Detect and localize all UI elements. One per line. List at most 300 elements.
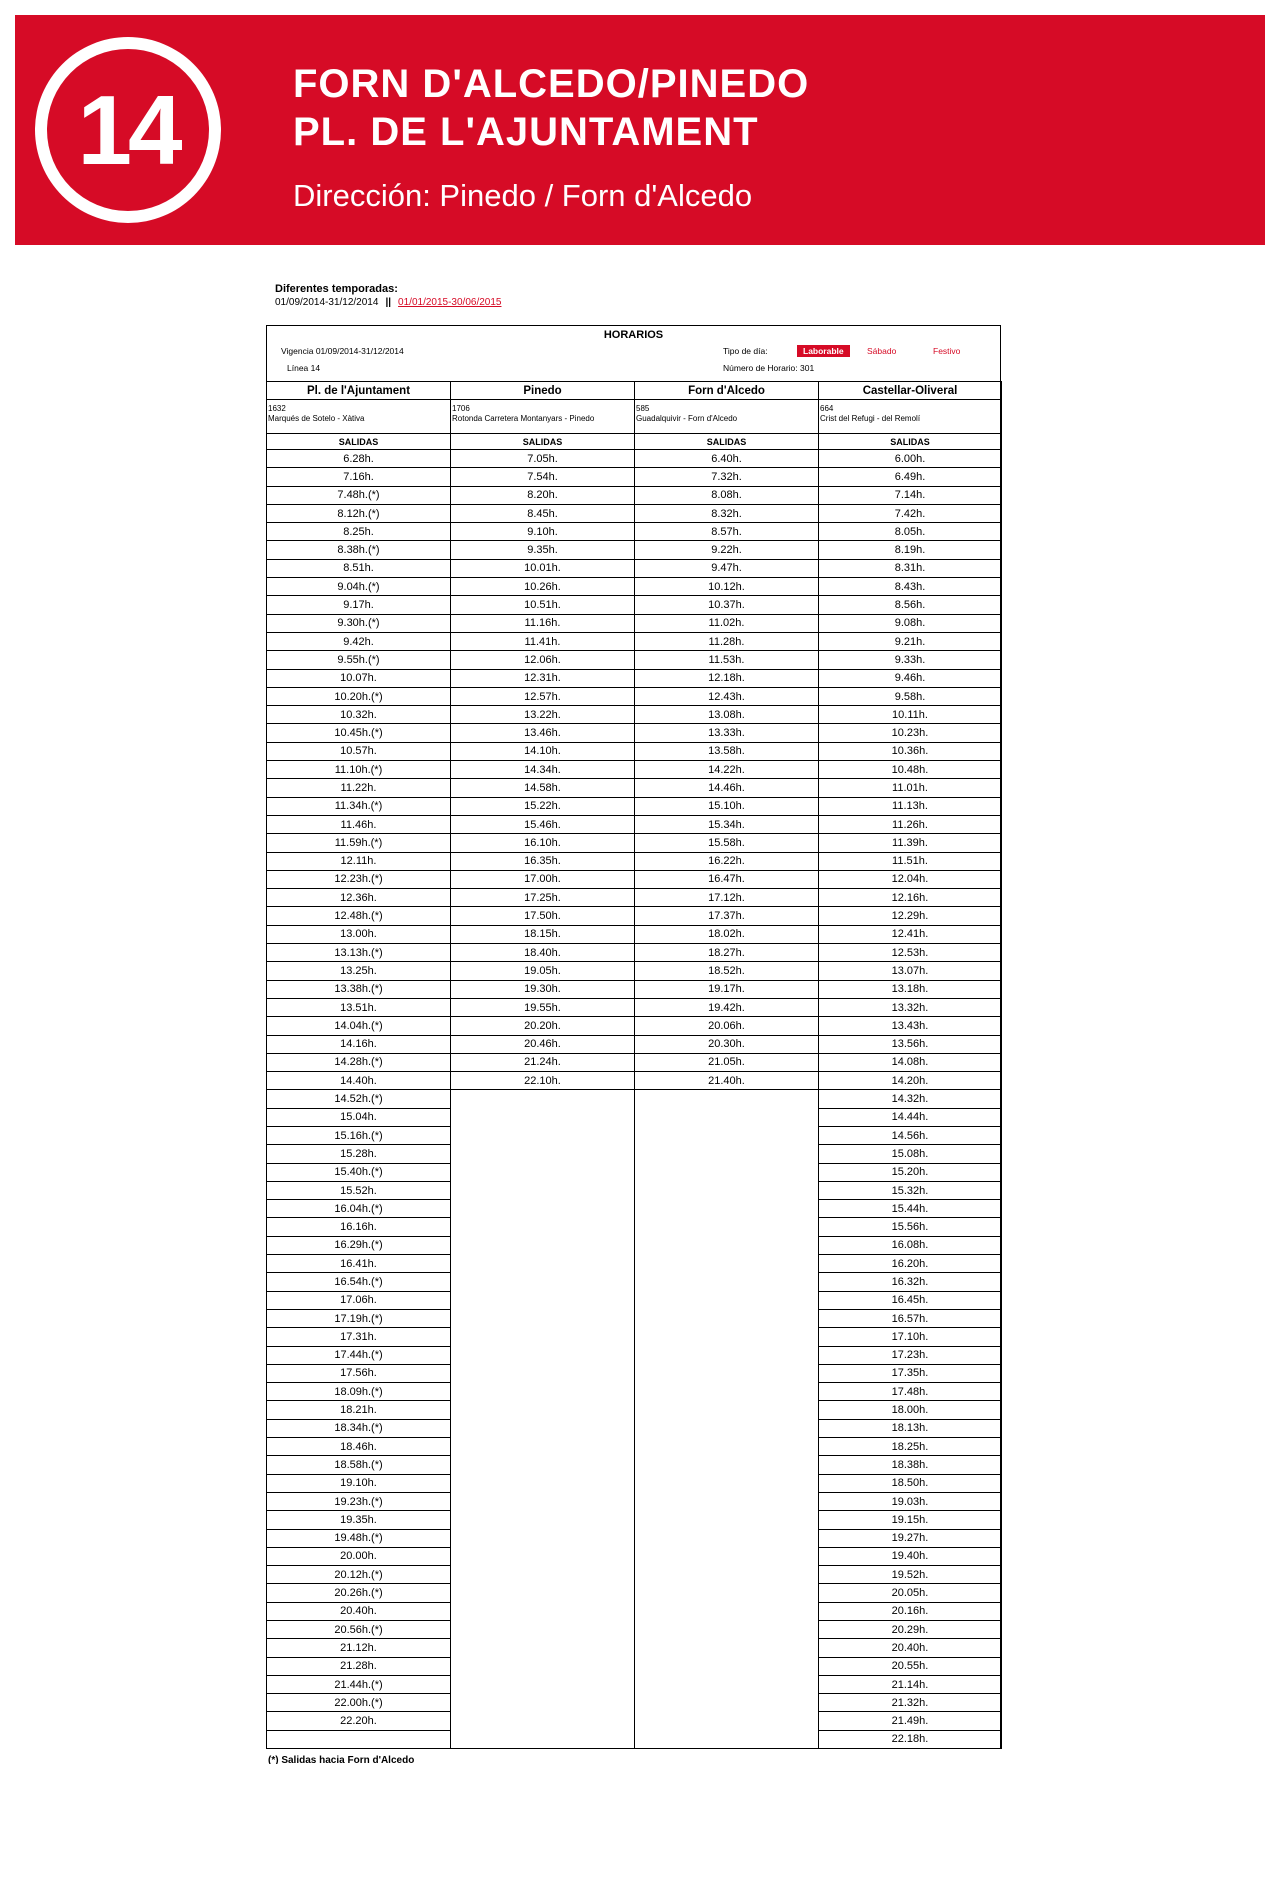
table-row (267, 742, 1002, 760)
empty-cell (635, 1584, 819, 1602)
departure-time: 8.57h. (635, 523, 819, 541)
table-row (267, 1438, 1002, 1456)
empty-cell (635, 1474, 819, 1492)
departure-time: 6.00h. (819, 450, 1002, 468)
departure-time: 14.16h. (267, 1035, 451, 1053)
table-row (267, 870, 1002, 888)
empty-cell (635, 1145, 819, 1163)
departure-time: 14.44h. (819, 1108, 1002, 1126)
stop-name: Pl. de l'Ajuntament (267, 382, 451, 400)
departure-time: 16.47h. (635, 870, 819, 888)
departure-time: 12.41h. (819, 925, 1002, 943)
salidas-row (267, 434, 1002, 450)
departure-time: 13.56h. (819, 1035, 1002, 1053)
departure-time: 10.57h. (267, 742, 451, 760)
empty-cell (635, 1108, 819, 1126)
empty-cell (635, 1657, 819, 1675)
departure-time: 15.52h. (267, 1181, 451, 1199)
empty-cell (451, 1492, 635, 1510)
departure-time: 14.28h.(*) (267, 1053, 451, 1071)
departure-time: 18.21h. (267, 1401, 451, 1419)
departure-time: 12.06h. (451, 651, 635, 669)
departure-time: 10.07h. (267, 669, 451, 687)
departure-time: 12.11h. (267, 852, 451, 870)
departure-time: 21.05h. (635, 1053, 819, 1071)
departure-time: 11.16h. (451, 614, 635, 632)
departure-time: 11.34h.(*) (267, 797, 451, 815)
line-number-logo (35, 37, 221, 223)
empty-cell (451, 1566, 635, 1584)
table-row (267, 651, 1002, 669)
table-row (267, 504, 1002, 522)
departure-time: 18.13h. (819, 1419, 1002, 1437)
empty-cell (635, 1401, 819, 1419)
departure-time: 20.29h. (819, 1621, 1002, 1639)
table-row (267, 1309, 1002, 1327)
schedule-panel (266, 325, 1001, 1749)
salidas-header: SALIDAS (267, 434, 451, 450)
table-row (267, 559, 1002, 577)
empty-cell (451, 1474, 635, 1492)
empty-cell (451, 1584, 635, 1602)
departure-time: 20.30h. (635, 1035, 819, 1053)
departure-time: 8.20h. (451, 486, 635, 504)
departure-time: 21.24h. (451, 1053, 635, 1071)
route-direction: Dirección: Pinedo / Forn d'Alcedo (293, 178, 753, 213)
vigencia-text: Vigencia 01/09/2014-31/12/2014 (281, 346, 404, 356)
departure-time: 8.12h.(*) (267, 504, 451, 522)
empty-cell (635, 1255, 819, 1273)
departure-time: 20.46h. (451, 1035, 635, 1053)
empty-cell (635, 1712, 819, 1730)
empty-cell (451, 1401, 635, 1419)
salidas-header: SALIDAS (451, 434, 635, 450)
empty-cell (451, 1694, 635, 1712)
empty-cell (451, 1712, 635, 1730)
departure-time: 9.10h. (451, 523, 635, 541)
empty-cell (451, 1218, 635, 1236)
departure-time: 20.16h. (819, 1602, 1002, 1620)
empty-cell (635, 1236, 819, 1254)
departure-time: 22.20h. (267, 1712, 451, 1730)
departure-time: 11.28h. (635, 632, 819, 650)
departure-time: 20.40h. (819, 1639, 1002, 1657)
departure-time: 8.25h. (267, 523, 451, 541)
empty-cell (451, 1730, 635, 1748)
departure-time: 14.10h. (451, 742, 635, 760)
table-row (267, 1675, 1002, 1693)
departure-time: 12.31h. (451, 669, 635, 687)
departure-time: 12.48h.(*) (267, 907, 451, 925)
departure-time: 17.31h. (267, 1328, 451, 1346)
table-row (267, 998, 1002, 1016)
timetable-body (267, 450, 1002, 1749)
header-banner (15, 15, 1265, 245)
stop-id: 585 (636, 404, 650, 413)
empty-cell (635, 1675, 819, 1693)
departure-time: 18.15h. (451, 925, 635, 943)
empty-cell (635, 1126, 819, 1144)
departure-time: 8.45h. (451, 504, 635, 522)
table-row (267, 541, 1002, 559)
empty-cell (451, 1236, 635, 1254)
empty-cell (451, 1309, 635, 1327)
departure-time: 13.38h.(*) (267, 980, 451, 998)
table-row (267, 852, 1002, 870)
departure-time: 17.12h. (635, 889, 819, 907)
departure-time: 14.40h. (267, 1072, 451, 1090)
seasons-label: Diferentes temporadas: (275, 283, 398, 295)
empty-cell (451, 1383, 635, 1401)
empty-cell (635, 1273, 819, 1291)
table-row (267, 1328, 1002, 1346)
empty-cell (635, 1090, 819, 1108)
table-row (267, 1511, 1002, 1529)
departure-time: 12.16h. (819, 889, 1002, 907)
departure-time: 12.23h.(*) (267, 870, 451, 888)
table-row (267, 578, 1002, 596)
table-row (267, 1200, 1002, 1218)
departure-time: 17.23h. (819, 1346, 1002, 1364)
departure-time: 17.06h. (267, 1291, 451, 1309)
departure-time: 11.26h. (819, 815, 1002, 833)
stop-name: Castellar-Oliveral (819, 382, 1002, 400)
empty-cell (635, 1602, 819, 1620)
departure-time: 15.22h. (451, 797, 635, 815)
table-row (267, 468, 1002, 486)
departure-time: 13.13h.(*) (267, 944, 451, 962)
table-row (267, 1474, 1002, 1492)
empty-cell (451, 1529, 635, 1547)
empty-cell (451, 1364, 635, 1382)
departure-time: 9.55h.(*) (267, 651, 451, 669)
departure-time: 18.27h. (635, 944, 819, 962)
departure-time: 13.43h. (819, 1017, 1002, 1035)
departure-time: 19.35h. (267, 1511, 451, 1529)
empty-cell (451, 1273, 635, 1291)
departure-time: 13.33h. (635, 724, 819, 742)
departure-time: 13.07h. (819, 962, 1002, 980)
departure-time: 11.51h. (819, 852, 1002, 870)
departure-time: 15.40h.(*) (267, 1163, 451, 1181)
departure-time: 10.36h. (819, 742, 1002, 760)
table-row (267, 1236, 1002, 1254)
table-row (267, 1712, 1002, 1730)
empty-cell (451, 1163, 635, 1181)
departure-time: 15.28h. (267, 1145, 451, 1163)
table-row (267, 486, 1002, 504)
departure-time: 12.53h. (819, 944, 1002, 962)
empty-cell (635, 1621, 819, 1639)
empty-cell (451, 1291, 635, 1309)
table-row (267, 1145, 1002, 1163)
schedule-number: Número de Horario: 301 (723, 363, 815, 373)
departure-time: 15.10h. (635, 797, 819, 815)
departure-time: 15.58h. (635, 834, 819, 852)
departure-time: 18.46h. (267, 1438, 451, 1456)
departure-time: 19.48h.(*) (267, 1529, 451, 1547)
departure-time: 14.04h.(*) (267, 1017, 451, 1035)
departure-time: 7.14h. (819, 486, 1002, 504)
departure-time: 16.35h. (451, 852, 635, 870)
table-row (267, 1163, 1002, 1181)
day-type-sabado[interactable]: Sábado (867, 346, 897, 356)
departure-time: 18.38h. (819, 1456, 1002, 1474)
departure-time: 15.20h. (819, 1163, 1002, 1181)
departure-time: 16.54h.(*) (267, 1273, 451, 1291)
departure-time: 15.56h. (819, 1218, 1002, 1236)
departure-time: 11.46h. (267, 815, 451, 833)
departure-time: 11.53h. (635, 651, 819, 669)
departure-time: 19.30h. (451, 980, 635, 998)
departure-time: 7.48h.(*) (267, 486, 451, 504)
table-row (267, 1602, 1002, 1620)
empty-cell (635, 1218, 819, 1236)
table-row (267, 450, 1002, 468)
departure-time: 13.18h. (819, 980, 1002, 998)
season-separator: || (385, 297, 392, 308)
stop-name: Forn d'Alcedo (635, 382, 819, 400)
departure-time: 10.26h. (451, 578, 635, 596)
empty-cell (451, 1675, 635, 1693)
departure-time: 8.31h. (819, 559, 1002, 577)
departure-time: 17.00h. (451, 870, 635, 888)
table-row (267, 1492, 1002, 1510)
departure-time: 18.09h.(*) (267, 1383, 451, 1401)
departure-time: 15.08h. (819, 1145, 1002, 1163)
departure-time: 17.25h. (451, 889, 635, 907)
table-row (267, 1401, 1002, 1419)
stop-id: 1632 (268, 404, 286, 413)
empty-cell (635, 1438, 819, 1456)
departure-time: 18.50h. (819, 1474, 1002, 1492)
table-row (267, 1090, 1002, 1108)
departure-time: 22.10h. (451, 1072, 635, 1090)
departure-time: 22.00h.(*) (267, 1694, 451, 1712)
stop-info-row (267, 400, 1002, 434)
departure-time: 17.35h. (819, 1364, 1002, 1382)
empty-cell (451, 1438, 635, 1456)
departure-time: 10.51h. (451, 596, 635, 614)
departure-time: 21.49h. (819, 1712, 1002, 1730)
departure-time: 8.32h. (635, 504, 819, 522)
departure-time: 12.36h. (267, 889, 451, 907)
empty-cell (451, 1108, 635, 1126)
departure-time: 17.37h. (635, 907, 819, 925)
empty-cell (451, 1328, 635, 1346)
table-row (267, 687, 1002, 705)
departure-time: 10.01h. (451, 559, 635, 577)
route-title-line1: FORN D'ALCEDO/PINEDO (293, 62, 810, 106)
stop-info (267, 400, 451, 434)
departure-time: 19.15h. (819, 1511, 1002, 1529)
table-row (267, 724, 1002, 742)
table-row (267, 815, 1002, 833)
empty-cell (635, 1639, 819, 1657)
departure-time: 9.22h. (635, 541, 819, 559)
table-row (267, 1108, 1002, 1126)
departure-time: 17.10h. (819, 1328, 1002, 1346)
departure-time: 16.29h.(*) (267, 1236, 451, 1254)
departure-time: 11.59h.(*) (267, 834, 451, 852)
day-type-laborable[interactable]: Laborable (797, 345, 850, 357)
stop-info (819, 400, 1002, 434)
departure-time: 14.52h.(*) (267, 1090, 451, 1108)
empty-cell (635, 1694, 819, 1712)
departure-time: 18.34h.(*) (267, 1419, 451, 1437)
departure-time: 11.22h. (267, 779, 451, 797)
departure-time: 14.58h. (451, 779, 635, 797)
empty-cell (451, 1200, 635, 1218)
departure-time: 20.12h.(*) (267, 1566, 451, 1584)
departure-time: 19.27h. (819, 1529, 1002, 1547)
departure-time: 12.29h. (819, 907, 1002, 925)
departure-time: 16.41h. (267, 1255, 451, 1273)
table-row (267, 1383, 1002, 1401)
departure-time: 16.45h. (819, 1291, 1002, 1309)
stop-name: Pinedo (451, 382, 635, 400)
table-row (267, 1364, 1002, 1382)
table-row (267, 1566, 1002, 1584)
table-row (267, 1346, 1002, 1364)
departure-time: 6.49h. (819, 468, 1002, 486)
departure-time: 9.35h. (451, 541, 635, 559)
table-row (267, 1017, 1002, 1035)
departure-time: 20.05h. (819, 1584, 1002, 1602)
empty-cell (451, 1346, 635, 1364)
departure-time: 8.56h. (819, 596, 1002, 614)
departure-time: 9.58h. (819, 687, 1002, 705)
departure-time: 14.32h. (819, 1090, 1002, 1108)
departure-time: 14.20h. (819, 1072, 1002, 1090)
departure-time: 19.17h. (635, 980, 819, 998)
table-row (267, 1035, 1002, 1053)
season-other-link[interactable]: 01/01/2015-30/06/2015 (398, 297, 502, 308)
departure-time: 9.33h. (819, 651, 1002, 669)
empty-cell (451, 1090, 635, 1108)
table-row (267, 1694, 1002, 1712)
empty-cell (451, 1181, 635, 1199)
departure-time: 19.05h. (451, 962, 635, 980)
table-row (267, 523, 1002, 541)
departure-time: 18.40h. (451, 944, 635, 962)
departure-time: 16.16h. (267, 1218, 451, 1236)
departure-time: 12.43h. (635, 687, 819, 705)
table-row (267, 1657, 1002, 1675)
departure-time: 15.32h. (819, 1181, 1002, 1199)
departure-time: 7.16h. (267, 468, 451, 486)
table-row (267, 962, 1002, 980)
table-row (267, 1273, 1002, 1291)
departure-time: 8.43h. (819, 578, 1002, 596)
stop-id: 1706 (452, 404, 470, 413)
empty-cell (451, 1145, 635, 1163)
empty-cell (635, 1547, 819, 1565)
departure-time: 9.42h. (267, 632, 451, 650)
departure-time: 14.46h. (635, 779, 819, 797)
departure-time: 21.32h. (819, 1694, 1002, 1712)
empty-cell (635, 1163, 819, 1181)
departure-time: 21.28h. (267, 1657, 451, 1675)
empty-cell (635, 1181, 819, 1199)
day-type-label: Tipo de día: (723, 346, 768, 356)
departure-time: 20.55h. (819, 1657, 1002, 1675)
departure-time: 14.56h. (819, 1126, 1002, 1144)
departure-time: 10.45h.(*) (267, 724, 451, 742)
departure-time: 9.17h. (267, 596, 451, 614)
departure-time: 12.57h. (451, 687, 635, 705)
departure-time: 19.52h. (819, 1566, 1002, 1584)
table-row (267, 797, 1002, 815)
departure-time: 14.22h. (635, 761, 819, 779)
departure-time: 19.10h. (267, 1474, 451, 1492)
empty-cell (451, 1126, 635, 1144)
departure-time: 19.03h. (819, 1492, 1002, 1510)
departure-time: 10.32h. (267, 706, 451, 724)
departure-time: 11.10h.(*) (267, 761, 451, 779)
empty-cell (635, 1383, 819, 1401)
departure-time: 13.25h. (267, 962, 451, 980)
stop-info (451, 400, 635, 434)
season-current: 01/09/2014-31/12/2014 (275, 297, 379, 308)
table-row (267, 834, 1002, 852)
departure-time: 15.46h. (451, 815, 635, 833)
table-row (267, 669, 1002, 687)
departure-time: 19.55h. (451, 998, 635, 1016)
departure-time: 8.51h. (267, 559, 451, 577)
day-type-festivo[interactable]: Festivo (933, 346, 961, 356)
departure-time: 16.32h. (819, 1273, 1002, 1291)
departure-time: 16.04h.(*) (267, 1200, 451, 1218)
departure-time: 21.12h. (267, 1639, 451, 1657)
departure-time: 14.34h. (451, 761, 635, 779)
departure-time: 11.01h. (819, 779, 1002, 797)
empty-cell (267, 1730, 451, 1748)
departure-time: 16.08h. (819, 1236, 1002, 1254)
table-row (267, 614, 1002, 632)
departure-time: 9.21h. (819, 632, 1002, 650)
departure-time: 13.58h. (635, 742, 819, 760)
stop-name-row (267, 382, 1002, 400)
departure-time: 18.52h. (635, 962, 819, 980)
departure-time: 14.08h. (819, 1053, 1002, 1071)
empty-cell (635, 1529, 819, 1547)
departure-time: 13.46h. (451, 724, 635, 742)
departure-time: 10.20h.(*) (267, 687, 451, 705)
departure-time: 10.12h. (635, 578, 819, 596)
departure-time: 18.58h.(*) (267, 1456, 451, 1474)
departure-time: 10.23h. (819, 724, 1002, 742)
departure-time: 8.05h. (819, 523, 1002, 541)
table-row (267, 1456, 1002, 1474)
departure-time: 13.32h. (819, 998, 1002, 1016)
schedule-title: HORARIOS (603, 329, 664, 341)
stop-info (635, 400, 819, 434)
departure-time: 18.00h. (819, 1401, 1002, 1419)
empty-cell (635, 1346, 819, 1364)
departure-time: 9.47h. (635, 559, 819, 577)
departure-time: 15.44h. (819, 1200, 1002, 1218)
departure-time: 10.11h. (819, 706, 1002, 724)
departure-time: 19.23h.(*) (267, 1492, 451, 1510)
departure-time: 6.28h. (267, 450, 451, 468)
departure-time: 20.06h. (635, 1017, 819, 1035)
table-row (267, 889, 1002, 907)
table-row (267, 1126, 1002, 1144)
departure-time: 8.19h. (819, 541, 1002, 559)
departure-time: 11.02h. (635, 614, 819, 632)
table-row (267, 1072, 1002, 1090)
